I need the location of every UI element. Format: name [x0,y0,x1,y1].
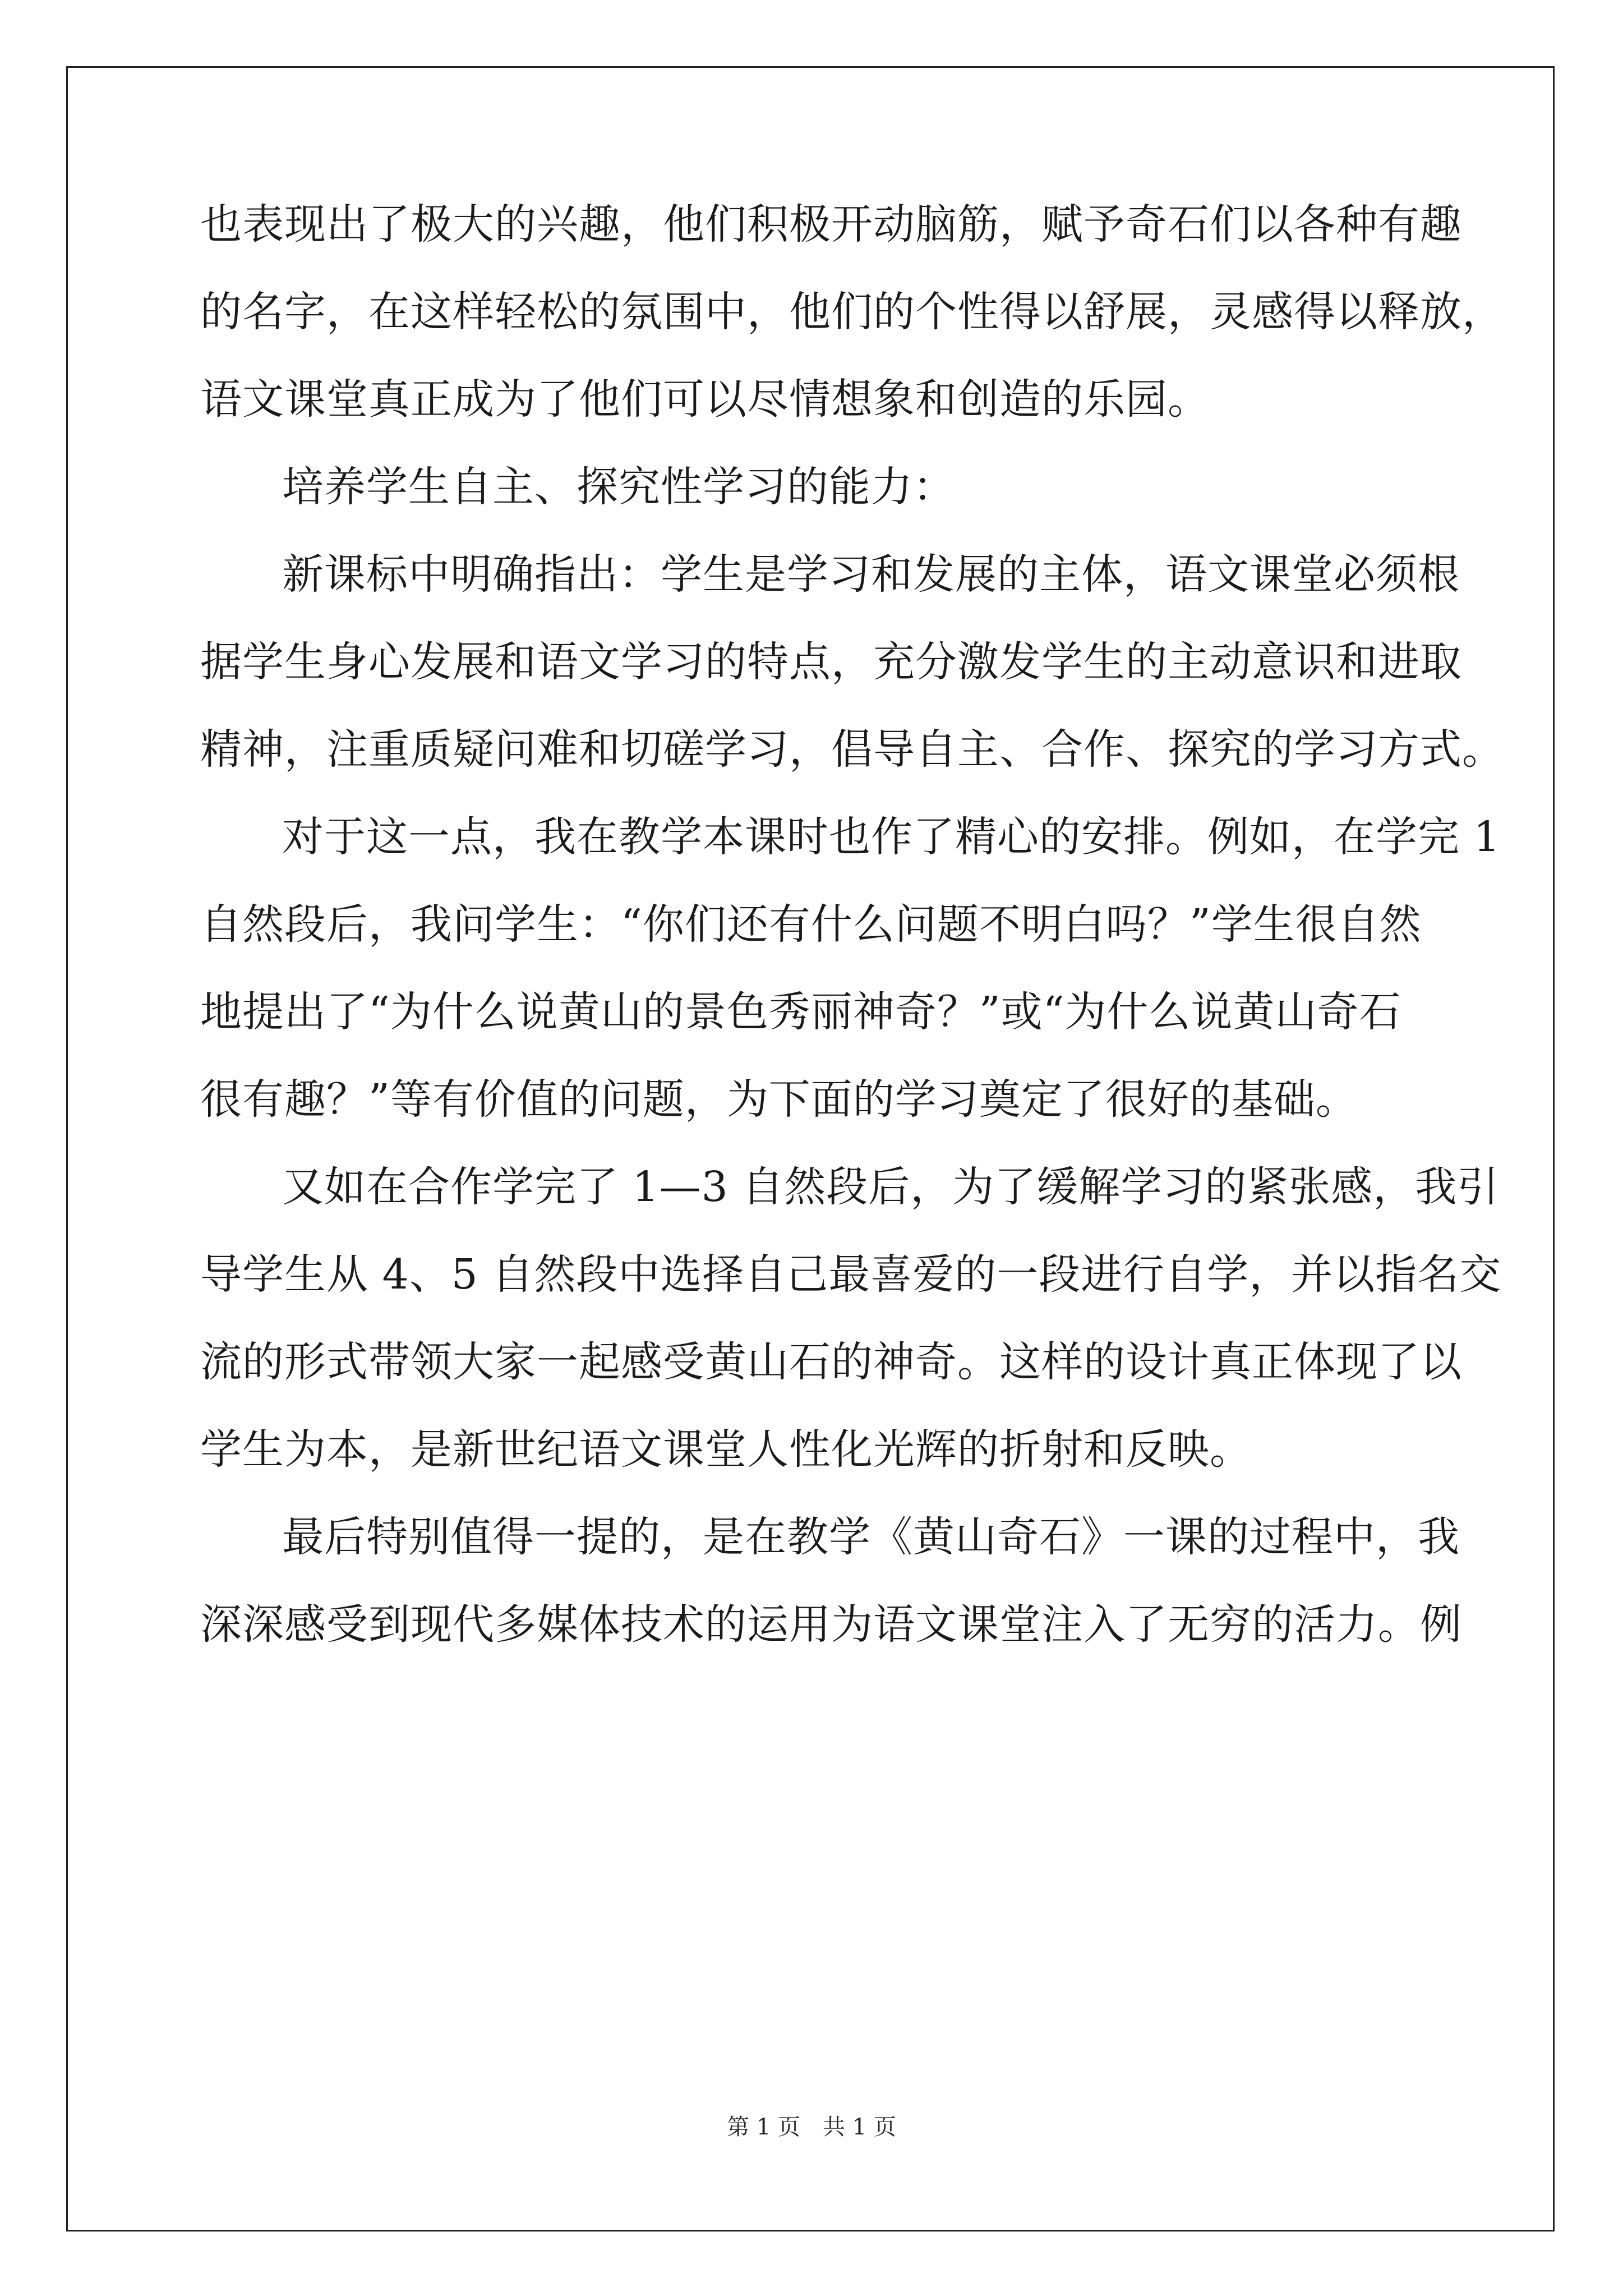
text-line: 流的形式带领大家一起感受黄山石的神奇。这样的设计真正体现了以 [200,1338,1462,1386]
text-line: 精神，注重质疑问难和切磋学习，倡导自主、合作、探究的学习方式。 [200,725,1504,774]
text-line: 自然段后，我问学生：“你们还有什么问题不明白吗？”学生很自然 [200,900,1422,949]
text-line: 地提出了“为什么说黄山的景色秀丽神奇？”或“为什么说黄山奇石 [200,988,1401,1036]
text-line: 最后特别值得一提的，是在教学《黄山奇石》一课的过程中，我 [282,1513,1460,1561]
text-line: 深深感受到现代多媒体技术的运用为语文课堂注入了无穷的活力。例 [200,1600,1462,1649]
text-line: 对于这一点，我在教学本课时也作了精心的安排。例如，在学完 1 [282,813,1501,861]
text-line: 语文课堂真正成为了他们可以尽情想象和创造的乐园。 [200,375,1210,424]
text-line: 也表现出了极大的兴趣，他们积极开动脑筋，赋予奇石们以各种有趣 [200,200,1462,249]
page-number-footer: 第 1 页 共 1 页 [727,2114,896,2140]
text-line: 据学生身心发展和语文学习的特点，充分激发学生的主动意识和进取 [200,638,1462,686]
paragraph-heading: 培养学生自主、探究性学习的能力： [282,463,955,511]
text-line: 又如在合作学完了 1—3 自然段后，为了缓解学习的紧张感，我引 [282,1163,1500,1211]
text-line: 新课标中明确指出：学生是学习和发展的主体，语文课堂必须根 [282,550,1460,599]
text-line: 的名字，在这样轻松的氛围中，他们的个性得以舒展，灵感得以释放， [200,288,1504,336]
text-line: 导学生从 4、5 自然段中选择自己最喜爱的一段进行自学，并以指名交 [200,1250,1502,1299]
text-line: 很有趣？”等有价值的问题，为下面的学习奠定了很好的基础。 [200,1075,1358,1124]
text-line: 学生为本，是新世纪语文课堂人性化光辉的折射和反映。 [200,1425,1252,1474]
